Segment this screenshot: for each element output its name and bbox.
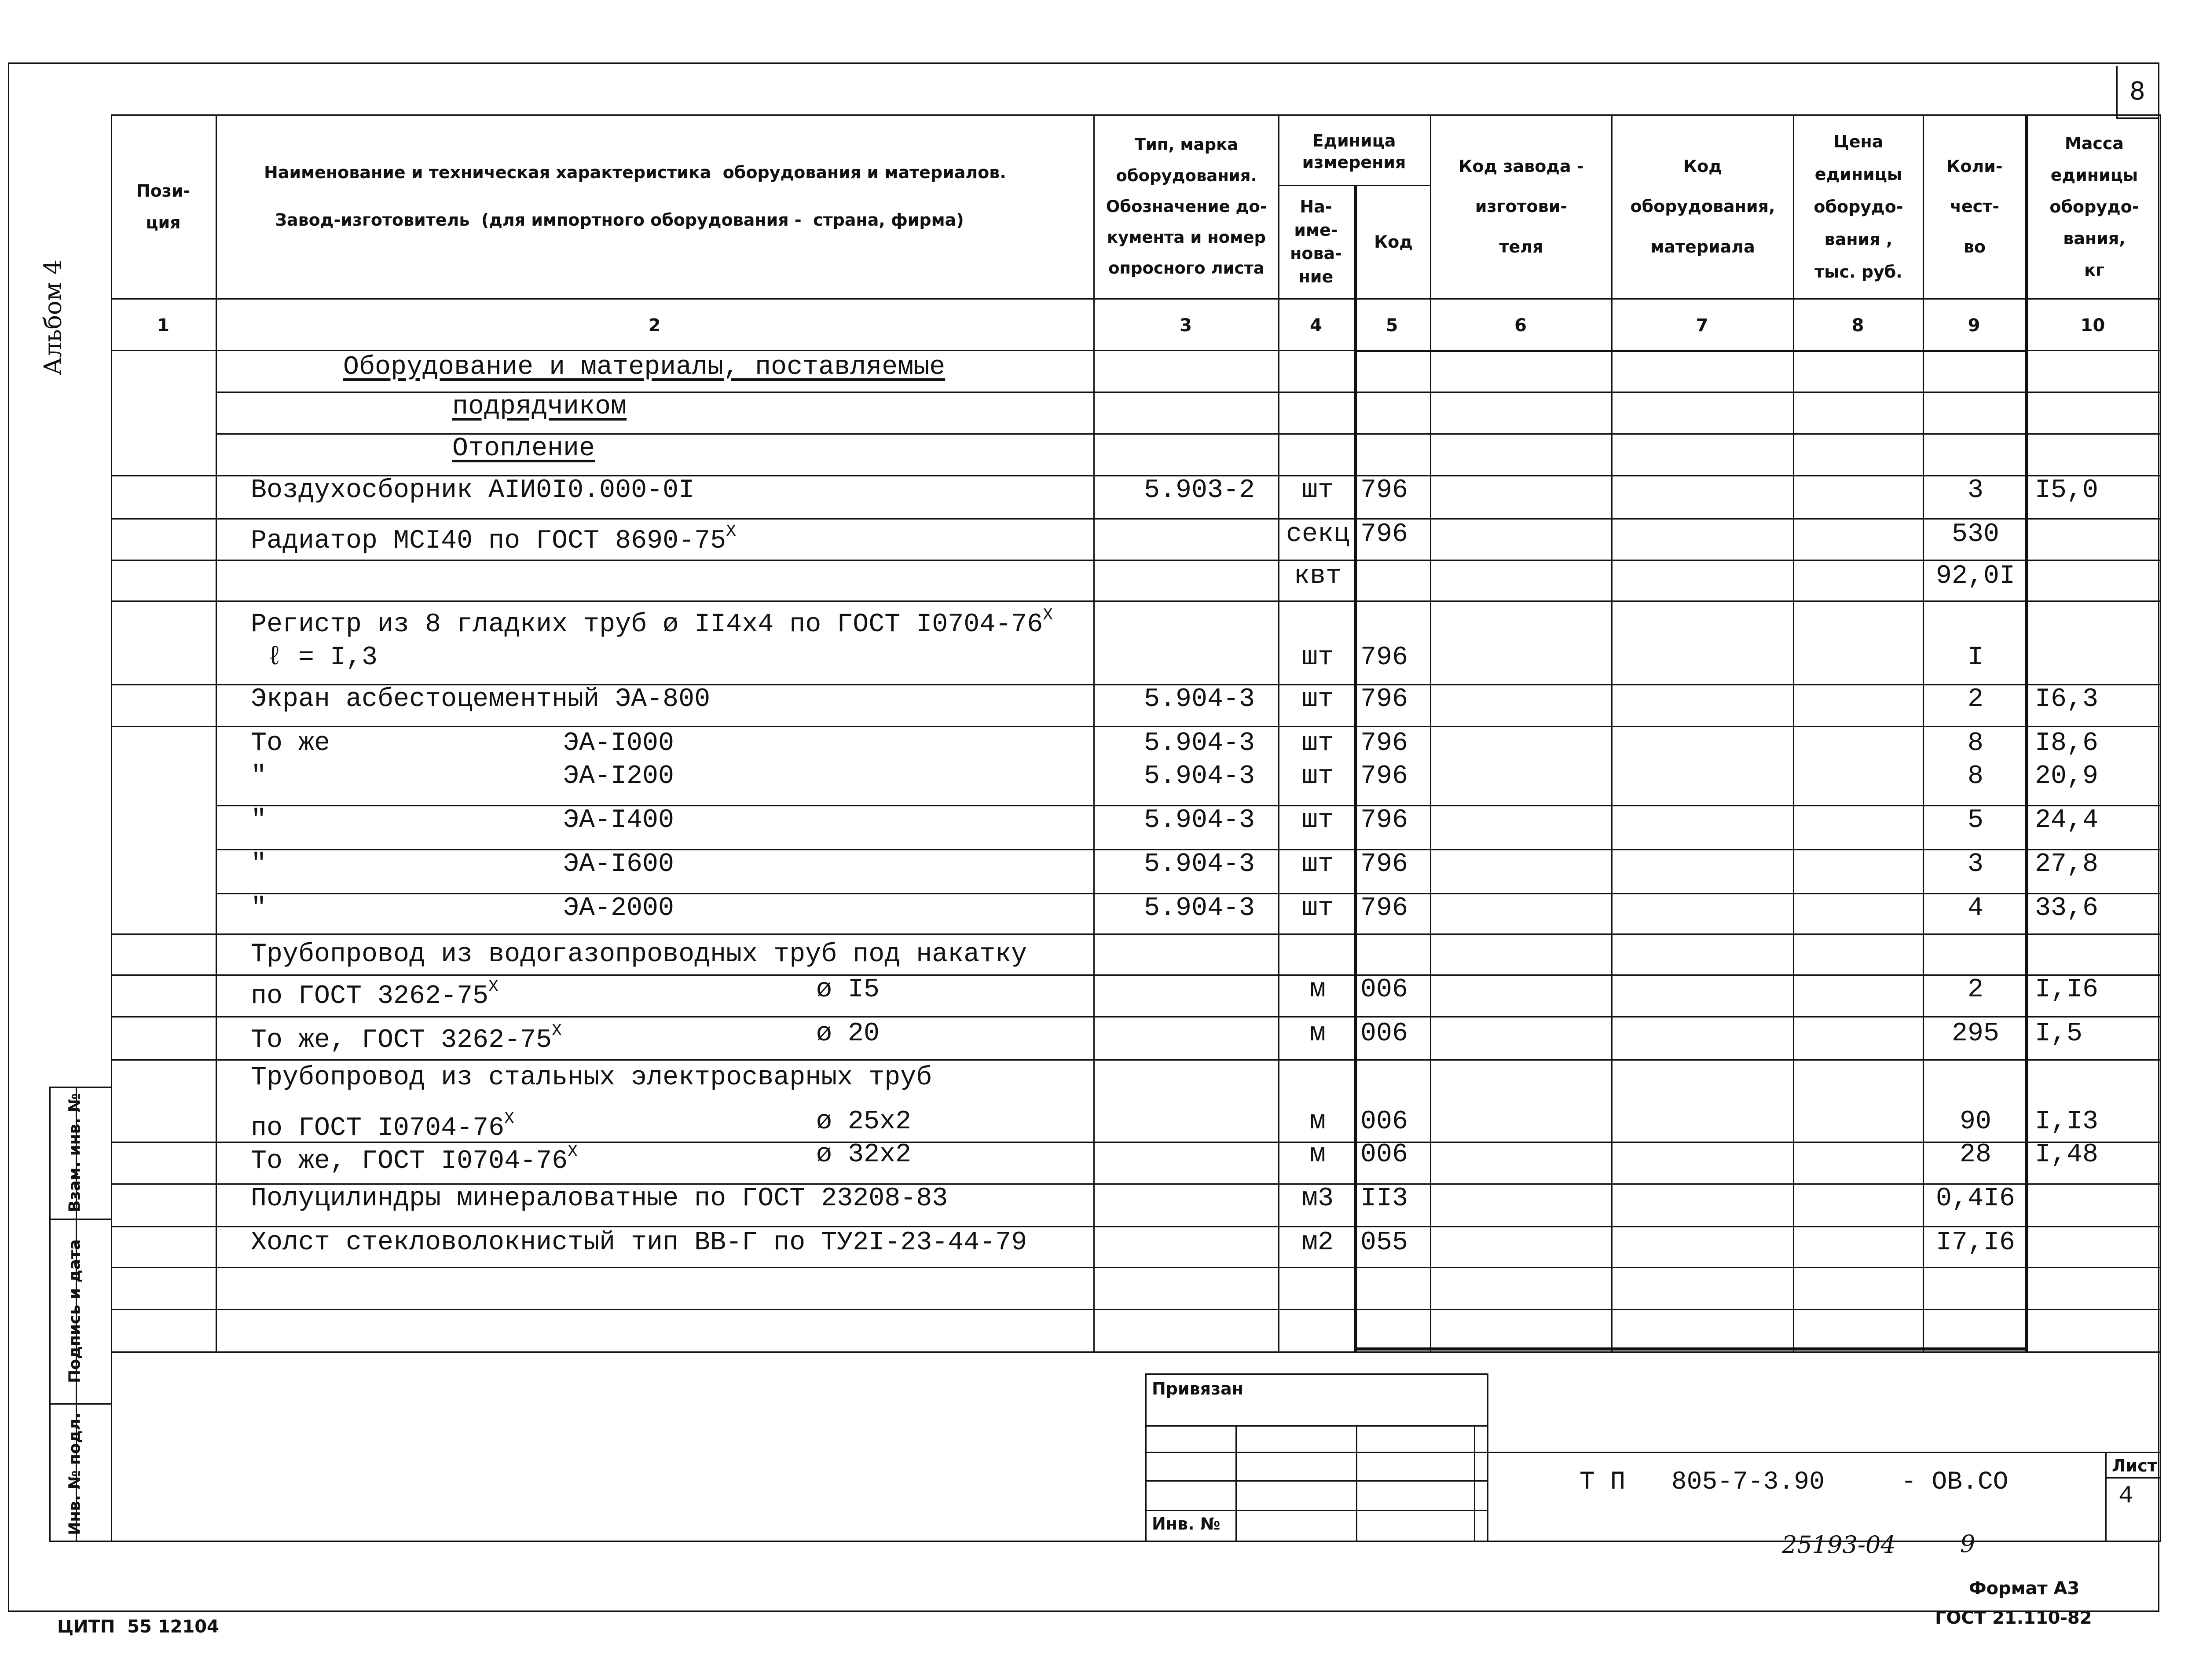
- row-quantity: [1925, 603, 2026, 633]
- header-unit-group: Единица измерения: [1302, 131, 1406, 172]
- header-mass: Масса единицы оборудо- вания, кг: [2049, 133, 2139, 280]
- row-unit-code: 055: [1360, 1228, 1408, 1258]
- row-name: [251, 1139, 578, 1176]
- side-stamp-vzam: Взам. инв. №: [66, 1093, 84, 1212]
- superscript-x: X: [1043, 606, 1053, 625]
- row-unit-code: 006: [1360, 1107, 1408, 1137]
- row-quantity: [1925, 433, 2026, 464]
- row-line-left: [111, 933, 216, 935]
- row-unit: шт: [1301, 643, 1334, 673]
- row-unit: м: [1309, 1019, 1326, 1049]
- album-label: Альбом 4: [39, 259, 67, 376]
- row-unit: шт: [1301, 849, 1334, 879]
- colnum-2: 2: [648, 315, 661, 336]
- row-name: Отопление: [452, 434, 595, 464]
- row-unit: [1280, 433, 1355, 464]
- header-factory-code: Код завода - изготови- теля: [1459, 157, 1584, 256]
- superscript-x: X: [568, 1142, 578, 1161]
- row-line-left: [111, 475, 216, 476]
- row-unit: [1280, 939, 1355, 970]
- row-name: [251, 1106, 514, 1143]
- row-line-left: [111, 1309, 216, 1310]
- row-unit: м: [1309, 975, 1326, 1005]
- row-unit: м3: [1301, 1184, 1334, 1214]
- colnum-1: 1: [157, 315, 169, 336]
- header-name-line1: Наименование и техническая характеристика оборудования и материалов.: [264, 163, 1006, 182]
- row-unit-code: 796: [1360, 893, 1408, 923]
- handwritten-number: 25193-04: [1782, 1531, 1896, 1559]
- row-line-left: [111, 560, 216, 561]
- col-line-2: [1093, 114, 1095, 1353]
- privyazan-line-2: [1145, 1452, 1488, 1453]
- row-type: 5.904-3: [1144, 805, 1255, 835]
- header-name-line2: Завод-изготовитель (для импортного оборудования - страна, фирма): [275, 210, 964, 230]
- row-quantity: [1925, 392, 2026, 422]
- row-name: ": [251, 761, 267, 791]
- row-line-left: [111, 1183, 216, 1185]
- colnum-7: 7: [1696, 315, 1708, 336]
- colnum-4: 4: [1310, 315, 1322, 336]
- row-unit: [1280, 603, 1355, 633]
- row-quantity: I: [1967, 643, 1983, 673]
- table-body-bottom: [111, 1351, 2160, 1353]
- row-quantity: 2: [1967, 975, 1983, 1005]
- row-quantity: 0,4I6: [1935, 1184, 2016, 1214]
- row-name: [251, 519, 736, 556]
- privyazan-col-2: [1356, 1425, 1357, 1542]
- row-quantity: 5: [1967, 805, 1983, 835]
- row-name-secondary: ЭА-I400: [563, 805, 674, 835]
- row-name-secondary: ЭА-I000: [563, 728, 674, 758]
- row-name-secondary: ø 32х2: [816, 1140, 912, 1170]
- row-unit-code: 796: [1360, 476, 1408, 505]
- row-unit: шт: [1301, 684, 1334, 714]
- side-stamp-podpis: Подпись и дата: [66, 1239, 84, 1383]
- privyazan-line-1: [1145, 1425, 1488, 1427]
- list-box-divider: [2105, 1477, 2160, 1479]
- row-unit: шт: [1301, 761, 1334, 791]
- colnum-5: 5: [1385, 315, 1398, 336]
- row-line-left: [111, 684, 216, 685]
- row-type: 5.903-2: [1144, 476, 1255, 505]
- row-quantity: [1925, 939, 2026, 970]
- row-quantity: 90: [1959, 1107, 1991, 1137]
- superscript-x: X: [488, 977, 498, 996]
- row-mass: I,48: [2035, 1140, 2099, 1170]
- row-quantity: 2: [1967, 684, 1983, 714]
- inv-no-label: Инв. №: [1152, 1514, 1220, 1534]
- document-code: Т П 805-7-3.90 - ОВ.СО: [1580, 1468, 2008, 1497]
- row-quantity: 92,0I: [1935, 561, 2016, 591]
- row-unit: шт: [1301, 893, 1334, 923]
- row-name: То же: [251, 728, 330, 758]
- row-type: 5.904-3: [1144, 684, 1255, 714]
- row-unit: [1280, 392, 1355, 422]
- row-unit: секц: [1286, 520, 1350, 549]
- row-name: Воздухосборник АIИ0I0.000-0I: [251, 476, 695, 505]
- row-line-left: [111, 1016, 216, 1018]
- row-line-left: [111, 1059, 216, 1061]
- row-name-text: То же, ГОСТ I0704-76: [251, 1146, 568, 1176]
- row-mass: I8,6: [2035, 728, 2099, 758]
- row-name-text: Регистр из 8 гладких труб ø II4х4 по ГОСТ I0704-76: [251, 610, 1043, 640]
- row-unit: шт: [1301, 728, 1334, 758]
- col-line-3: [1278, 114, 1279, 1353]
- row-type: 5.904-3: [1144, 849, 1255, 879]
- list-label: Лист: [2112, 1456, 2157, 1475]
- colnum-8: 8: [1851, 315, 1864, 336]
- row-line-left: [111, 1226, 216, 1227]
- citp-label: ЦИТП 55 12104: [57, 1617, 219, 1637]
- row-quantity: 8: [1967, 761, 1983, 791]
- row-line-left: [111, 600, 216, 602]
- header-unit-name: На- име- нова- ние: [1290, 197, 1342, 287]
- row-name-text: То же, ГОСТ 3262-75: [251, 1025, 552, 1055]
- row-name: Трубопровод из водогазопроводных труб под накатку: [251, 940, 1027, 970]
- superscript-x: X: [504, 1109, 514, 1128]
- side-stamp-inv: Инв. № подл.: [66, 1413, 84, 1535]
- row-name: ": [251, 893, 267, 923]
- row-name: Полуцилиндры минераловатные по ГОСТ 23208-83: [251, 1184, 948, 1214]
- row-type: 5.904-3: [1144, 761, 1255, 791]
- row-name-text: Радиатор МСI40 по ГОСТ 8690-75: [251, 526, 726, 556]
- row-unit: шт: [1301, 476, 1334, 505]
- row-mass: 24,4: [2035, 805, 2099, 835]
- header-bottom-line: [111, 298, 2160, 300]
- row-name-secondary: ЭА-2000: [563, 893, 674, 923]
- colnum-10: 10: [2080, 315, 2105, 336]
- row-type: 5.904-3: [1144, 893, 1255, 923]
- header-price: Цена единицы оборудо- вания , тыс. руб.: [1814, 132, 1903, 282]
- row-unit-code: 796: [1360, 520, 1408, 549]
- row-name: Оборудование и материалы, поставляемые: [343, 352, 946, 382]
- col-line-1: [216, 114, 217, 1353]
- format-label: Формат А3: [1969, 1578, 2080, 1599]
- row-quantity: [1925, 352, 2026, 383]
- row-quantity: I7,I6: [1935, 1228, 2016, 1258]
- row-line-left: [111, 1142, 216, 1143]
- row-quantity: 3: [1967, 476, 1983, 505]
- row-mass: 27,8: [2035, 849, 2099, 879]
- row-name-secondary: ЭА-I200: [563, 761, 674, 791]
- row-unit-code: 006: [1360, 1019, 1408, 1049]
- row-line-left: [111, 726, 216, 727]
- row-name: Трубопровод из стальных электросварных труб: [251, 1063, 932, 1093]
- privyazan-line-4: [1145, 1510, 1488, 1511]
- header-equipment-code: Код оборудования, материала: [1630, 157, 1775, 256]
- row-unit-code: 006: [1360, 1140, 1408, 1170]
- row-quantity: 28: [1959, 1140, 1991, 1170]
- row-line-left: [111, 1267, 216, 1268]
- handwritten-page: 9: [1960, 1530, 1975, 1558]
- row-name-secondary: ø 25х2: [816, 1107, 912, 1137]
- row-quantity: 8: [1967, 728, 1983, 758]
- row-name-secondary: ø I5: [816, 975, 880, 1005]
- row-mass: 33,6: [2035, 893, 2099, 923]
- row-mass: I,I3: [2035, 1107, 2099, 1137]
- row-unit-code: II3: [1360, 1184, 1408, 1214]
- row-quantity: 530: [1951, 520, 2000, 549]
- row-name: ": [251, 805, 267, 835]
- superscript-x: X: [552, 1021, 562, 1040]
- row-unit-code: 796: [1360, 728, 1408, 758]
- row-unit-code: 006: [1360, 975, 1408, 1005]
- row-quantity: 295: [1951, 1019, 2000, 1049]
- row-mass: 20,9: [2035, 761, 2099, 791]
- row-mass: I,5: [2035, 1019, 2083, 1049]
- header-type: Тип, марка оборудования. Обозначение до- кумента и номер опросного листа: [1106, 135, 1267, 278]
- row-unit: м: [1309, 1107, 1326, 1137]
- row-name: подрядчиком: [452, 392, 627, 422]
- row-unit: м2: [1301, 1228, 1334, 1258]
- row-unit-code: 796: [1360, 643, 1408, 673]
- privyazan-label: Привязан: [1152, 1379, 1244, 1398]
- row-unit-code: 796: [1360, 761, 1408, 791]
- gost-label: ГОСТ 21.110-82: [1935, 1608, 2092, 1628]
- row-unit-code: 796: [1360, 849, 1408, 879]
- row-line-left: [111, 974, 216, 976]
- row-unit-code: 796: [1360, 684, 1408, 714]
- row-name: ": [251, 849, 267, 879]
- row-name: [251, 1018, 562, 1055]
- row-unit: м: [1309, 1140, 1326, 1170]
- row-line-left: [111, 518, 216, 520]
- privyazan-col-3: [1474, 1425, 1475, 1542]
- row-unit: квт: [1294, 561, 1342, 591]
- row-name: Холст стекловолокнистый тип ВВ-Г по ТУ2I-23-44-79: [251, 1228, 1027, 1258]
- row-quantity: 3: [1967, 849, 1983, 879]
- row-name: Экран асбестоцементный ЭА-800: [251, 684, 711, 714]
- corner-number: 8: [2129, 77, 2145, 106]
- row-name-text: по ГОСТ 3262-75: [251, 981, 489, 1011]
- privyazan-line-3: [1145, 1480, 1488, 1482]
- row-unit: [1280, 352, 1355, 383]
- row-name-text: по ГОСТ I0704-76: [251, 1113, 505, 1143]
- row-unit: шт: [1301, 805, 1334, 835]
- row-name: [251, 974, 498, 1011]
- header-unit-code: Код: [1374, 232, 1413, 252]
- row-mass: I5,0: [2035, 476, 2099, 505]
- row-unit: [1280, 1062, 1355, 1093]
- colnum-9: 9: [1968, 315, 1980, 336]
- row-name-secondary: ЭА-I600: [563, 849, 674, 879]
- header-quantity: Коли- чест- во: [1946, 157, 2003, 256]
- privyazan-col-1: [1235, 1425, 1237, 1542]
- colnum-3: 3: [1180, 315, 1192, 336]
- row-name: [251, 603, 1053, 640]
- header-position: Пози- ция: [136, 181, 191, 232]
- list-number: 4: [2118, 1482, 2133, 1510]
- row-mass: I,I6: [2035, 975, 2099, 1005]
- colnum-6: 6: [1514, 315, 1527, 336]
- row-quantity: [1925, 1062, 2026, 1093]
- superscript-x: X: [726, 522, 736, 541]
- row-name-secondary: ø 20: [816, 1019, 880, 1049]
- row-type: 5.904-3: [1144, 728, 1255, 758]
- row-name: ℓ = I,3: [251, 643, 378, 673]
- row-quantity: 4: [1967, 893, 1983, 923]
- doc-code-top-line: [1488, 1452, 2160, 1453]
- row-mass: I6,3: [2035, 684, 2099, 714]
- row-unit-code: 796: [1360, 805, 1408, 835]
